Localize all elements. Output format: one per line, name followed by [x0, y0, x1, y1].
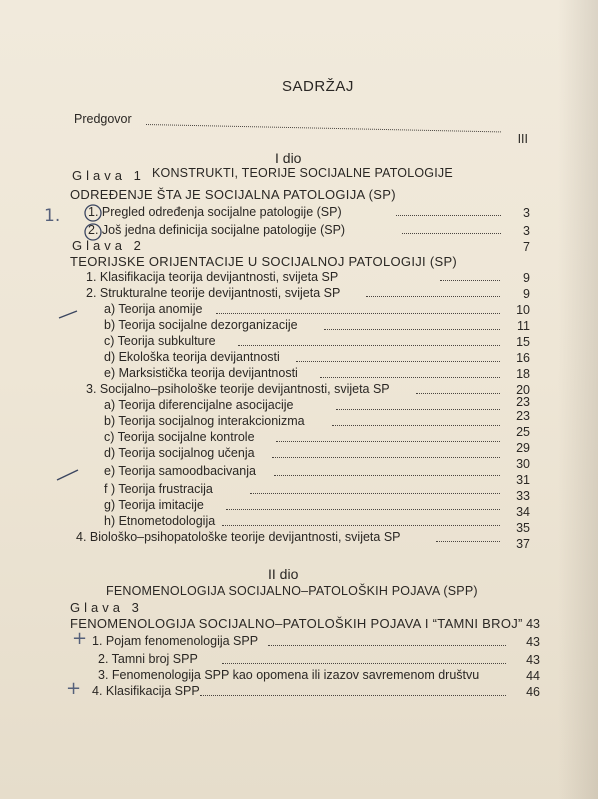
part2-title: FENOMENOLOGIJA SOCIJALNO–PATOLOŠKIH POJAVA (SPP) — [106, 584, 478, 598]
toc-page: 30 — [516, 457, 530, 471]
page-edge-shadow — [558, 0, 598, 799]
leader-dots — [396, 215, 501, 216]
leader-dots — [200, 695, 506, 696]
toc-page: 10 — [516, 303, 530, 317]
leader-dots — [238, 345, 500, 346]
toc-entry: 1. Pojam fenomenologija SPP — [92, 634, 259, 648]
toc-page: 11 — [517, 319, 530, 333]
toc-page: 9 — [523, 287, 530, 301]
toc-entry: b) Teorija socijalne dezorganizacije — [104, 318, 298, 332]
part1-title: KONSTRUKTI, TEORIJE SOCIJALNE PATOLOGIJE — [152, 166, 453, 180]
chapter2-label: Glava 2 — [72, 238, 145, 253]
leader-dots — [226, 509, 500, 510]
leader-dots — [272, 457, 500, 458]
chapter3-title: FENOMENOLOGIJA SOCIJALNO–PATOLOŠKIH POJAVA I “TAMNI BROJ” — [70, 616, 523, 631]
toc-page: 35 — [516, 521, 530, 535]
toc-entry: 2. Još jedna definicija socijalne patologije (SP) — [88, 223, 346, 237]
leader-dots — [332, 425, 500, 426]
preface-page: III — [517, 132, 528, 146]
toc-entry: 1. Pregled određenja socijalne patologije (SP) — [88, 205, 342, 219]
chapter3-label: Glava 3 — [70, 600, 143, 615]
part2-number: II dio — [268, 566, 299, 582]
toc-page: 46 — [526, 685, 540, 699]
chapter-page: 43 — [526, 617, 540, 631]
toc-page: 3 — [523, 224, 530, 238]
toc-entry: 3. Fenomenologija SPP kao opomena ili izazov savremenom društvu — [98, 668, 480, 682]
toc-page: 43 — [526, 635, 540, 649]
toc-entry: a) Teorija diferencijalne asocijacije — [104, 398, 294, 412]
handwritten-plus: + — [66, 678, 82, 699]
toc-entry: 4. Klasifikacija SPP — [92, 684, 200, 698]
toc-page: 29 — [516, 441, 530, 455]
toc-entry: a) Teorija anomije — [104, 302, 203, 316]
toc-entry: 4. Biološko–psihopatološke teorije devijantnosti, svijeta SP — [76, 530, 401, 544]
leader-dots — [222, 525, 500, 526]
toc-entry: e) Teorija samoodbacivanja — [104, 464, 256, 478]
toc-page: 9 — [523, 271, 530, 285]
toc-page: 44 — [526, 669, 540, 683]
toc-entry: d) Ekološka teorija devijantnosti — [104, 350, 280, 364]
chapter1-title: ODREĐENJE ŠTA JE SOCIJALNA PATOLOGIJA (SP) — [70, 187, 396, 202]
chapter-page: 7 — [523, 240, 530, 254]
toc-page: 34 — [516, 505, 530, 519]
preface-label: Predgovor — [74, 112, 132, 126]
toc-entry: 2. Tamni broj SPP — [98, 652, 198, 666]
toc-page: 25 — [516, 425, 530, 439]
toc-entry: 3. Socijalno–psihološke teorije devijantnosti, svijeta SP — [86, 382, 390, 396]
leader-dots — [366, 296, 500, 297]
leader-dots — [222, 663, 506, 664]
toc-page: 16 — [516, 351, 530, 365]
toc-entry: 1. Klasifikacija teorija devijantnosti, svijeta SP — [86, 270, 339, 284]
leader-dots — [250, 493, 500, 494]
leader-dots — [440, 280, 500, 281]
chapter2-title: TEORIJSKE ORIJENTACIJE U SOCIJALNOJ PATOLOGIJI (SP) — [70, 254, 458, 269]
handwritten-circle — [82, 202, 106, 244]
leader-dots — [402, 233, 501, 234]
leader-dots — [268, 645, 506, 646]
leader-dots — [324, 329, 500, 330]
leader-dots — [416, 393, 500, 394]
toc-entry: e) Marksistička teorija devijantnosti — [104, 366, 298, 380]
toc-entry: f ) Teorija frustracija — [104, 482, 213, 496]
toc-page: 18 — [516, 367, 530, 381]
contents-title: SADRŽAJ — [282, 78, 354, 95]
toc-page: 15 — [516, 335, 530, 349]
part1-number: I dio — [275, 150, 302, 166]
toc-entry: c) Teorija subkulture — [104, 334, 216, 348]
leader-dots — [276, 441, 500, 442]
toc-page: 37 — [516, 537, 530, 551]
handwritten-dash — [56, 466, 80, 482]
toc-page: 43 — [526, 653, 540, 667]
toc-page: 3 — [523, 206, 530, 220]
toc-page: 23 — [516, 395, 530, 409]
handwritten-plus: + — [72, 628, 88, 649]
handwritten-dash — [58, 308, 78, 320]
leader-dots — [336, 409, 500, 410]
toc-entry: d) Teorija socijalnog učenja — [104, 446, 255, 460]
toc-page: 23 — [516, 409, 530, 423]
toc-entry: b) Teorija socijalnog interakcionizma — [104, 414, 305, 428]
leader-dots — [274, 475, 500, 476]
handwritten-number: 1. — [44, 206, 61, 226]
chapter1-label: Glava 1 — [72, 168, 145, 183]
toc-entry: g) Teorija imitacije — [104, 498, 204, 512]
toc-entry: 2. Strukturalne teorije devijantnosti, svijeta SP — [86, 286, 341, 300]
toc-page: 33 — [516, 489, 530, 503]
leader-dots — [296, 361, 500, 362]
toc-entry: h) Etnometodologija — [104, 514, 216, 528]
toc-page: 20 — [516, 383, 530, 397]
toc-entry: c) Teorija socijalne kontrole — [104, 430, 255, 444]
toc-page: 31 — [516, 473, 530, 487]
leader-dots — [216, 313, 500, 314]
leader-dots — [320, 377, 500, 378]
leader-dots — [436, 541, 500, 542]
leader-dots — [146, 124, 501, 132]
